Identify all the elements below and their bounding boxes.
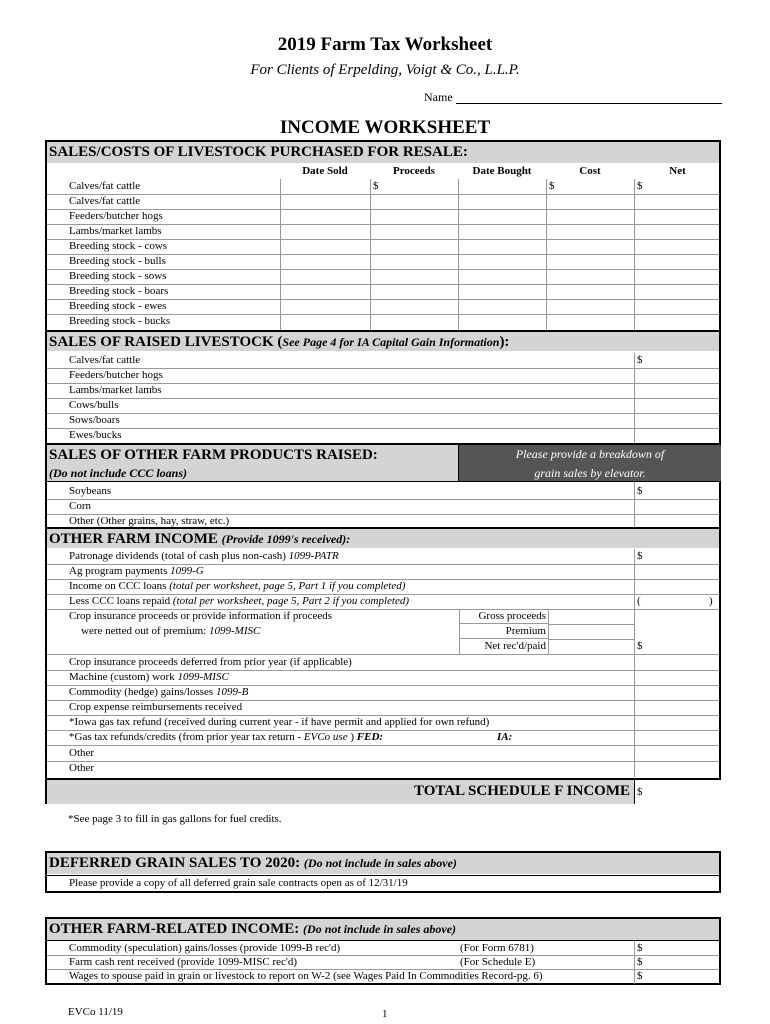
table-row: Farm cash rent received (provide 1099-MISC rec'd) (For Schedule E) $ [47, 955, 719, 970]
col-cost: Cost [579, 165, 601, 177]
table-row: Income on CCC loans (total per worksheet, page 5, Part 1 if you completed) [47, 579, 719, 595]
table-row: Commodity (hedge) gains/losses 1099-B [47, 685, 719, 701]
total-label: TOTAL SCHEDULE F INCOME [413, 783, 630, 799]
table-row: Please provide a copy of all deferred grain sale contracts open as of 12/31/19 [47, 875, 719, 891]
table-row: Breeding stock - bucks [69, 315, 171, 327]
gross-proceeds-field[interactable] [548, 609, 634, 625]
dollar-sign: $ [637, 485, 643, 497]
deferred-heading: DEFERRED GRAIN SALES TO 2020: (Do not include in sales above) [47, 853, 719, 874]
table-row: Feeders/butcher hogs [47, 368, 719, 384]
related-box [45, 917, 721, 985]
other-income-table [47, 549, 719, 777]
dollar-sign: $ [373, 180, 379, 192]
col-date-sold: Date Sold [302, 165, 348, 177]
dollar-sign: $ [549, 180, 555, 192]
dollar-sign: $ [637, 354, 643, 366]
footer-code: EVCo 11/19 [68, 1006, 123, 1018]
table-row: Feeders/butcher hogs [47, 209, 719, 225]
col-date-bought: Date Bought [472, 165, 532, 177]
table-row: Less CCC loans repaid (total per worksheet, page 5, Part 2 if you completed) ( ) [47, 594, 719, 610]
dollar-sign: $ [637, 942, 643, 954]
table-row: Machine (custom) work 1099-MISC [47, 670, 719, 686]
table-row: Ag program payments 1099-G [47, 564, 719, 580]
table-row: Other (Other grains, hay, straw, etc.) [69, 515, 230, 527]
dollar-sign: $ [637, 956, 643, 968]
worksheet-subtitle: For Clients of Erpelding, Voigt & Co., L.L.P. [250, 62, 520, 78]
related-heading: OTHER FARM-RELATED INCOME: (Do not include in sales above) [47, 919, 719, 940]
raised-heading: SALES OF RAISED LIVESTOCK (See Page 4 for IA Capital Gain Information): [47, 330, 719, 351]
table-row: Ewes/bucks [69, 429, 122, 441]
fed-label: FED: [356, 731, 384, 743]
table-row: Other [47, 746, 719, 762]
dollar-sign: $ [637, 180, 643, 192]
raised-heading-note: See Page 4 for IA Capital Gain Information [282, 335, 500, 349]
crop-insurance-block: Crop insurance proceeds or provide information if proceeds were netted out of premium: 1099-MISC Gross proceeds Premium Net rec'd/paid $ [47, 609, 719, 655]
table-row: Wages to spouse paid in grain or livestock to report on W-2 (see Wages Paid In Commodities Record-pg. 6) $ [69, 970, 643, 982]
table-row: Breeding stock - bulls [47, 254, 719, 270]
footnote: *See page 3 to fill in gas gallons for fuel credits. [68, 813, 282, 825]
income-worksheet-box [45, 140, 721, 804]
gross-proceeds-label: Gross proceeds [459, 609, 548, 624]
table-row: Patronage dividends (total of cash plus non-cash) 1099-PATR $ [47, 549, 719, 565]
deferred-box [45, 851, 721, 893]
col-net: Net [669, 165, 686, 177]
table-row: Other [69, 762, 95, 774]
table-row: Cows/bulls [47, 398, 719, 414]
table-row: Crop insurance proceeds deferred from prior year (if applicable) [47, 655, 719, 671]
name-field[interactable] [456, 103, 722, 104]
dollar-sign: $ [637, 550, 643, 562]
table-row: *Gas tax refunds/credits (from prior year tax return - EVCo use ) FED: IA: [47, 730, 719, 746]
total-field[interactable] [634, 780, 722, 804]
col-proceeds: Proceeds [393, 165, 435, 177]
table-row: Calves/fat cattle $ [47, 353, 719, 369]
paren-close: ) [709, 595, 713, 607]
net-recd-label: Net rec'd/paid [484, 640, 546, 652]
table-row: Crop expense reimbursements received [47, 700, 719, 716]
table-row: Lambs/market lambs [47, 224, 719, 240]
dollar-sign: $ [637, 970, 643, 982]
products-heading: SALES OF OTHER FARM PRODUCTS RAISED: [49, 447, 378, 463]
related-table [47, 940, 719, 984]
dollar-sign: $ [637, 786, 643, 798]
table-row: Lambs/market lambs [47, 383, 719, 399]
table-row: Commodity (speculation) gains/losses (provide 1099-B rec'd) (For Form 6781) $ [47, 941, 719, 956]
premium-field[interactable] [548, 624, 634, 640]
paren-open: ( [637, 595, 641, 607]
total-row [47, 778, 719, 804]
page-number: 1 [382, 1008, 388, 1020]
premium-label: Premium [459, 624, 548, 639]
other-income-heading: OTHER FARM INCOME (Provide 1099's received): [47, 527, 719, 548]
table-row: Breeding stock - cows [47, 239, 719, 255]
products-table [47, 481, 719, 527]
table-row: Breeding stock - ewes [47, 299, 719, 315]
section-title: INCOME WORKSHEET [279, 117, 491, 138]
table-row: Soybeans $ [47, 484, 719, 500]
table-row: Corn [47, 499, 719, 515]
name-label: Name [424, 90, 453, 104]
grain-sales-note: Please provide a breakdown of grain sales by elevator. [458, 443, 721, 481]
dollar-sign: $ [637, 640, 643, 652]
worksheet-title: 2019 Farm Tax Worksheet [277, 34, 493, 55]
purchased-table [47, 179, 719, 330]
table-row: Breeding stock - sows [47, 269, 719, 285]
products-subheading: (Do not include CCC loans) [49, 466, 188, 480]
table-row: Breeding stock - boars [47, 284, 719, 300]
table-row: Calves/fat cattle [47, 194, 719, 210]
ia-label: IA: [497, 731, 513, 743]
table-row: *Iowa gas tax refund (received during current year - if have permit and applied for own refund) [47, 715, 719, 731]
purchased-heading: SALES/COSTS OF LIVESTOCK PURCHASED FOR RESALE: [47, 142, 719, 163]
table-row: Sows/boars [47, 413, 719, 429]
raised-table [47, 353, 719, 443]
table-row: Calves/fat cattle $ $ $ [47, 179, 719, 195]
